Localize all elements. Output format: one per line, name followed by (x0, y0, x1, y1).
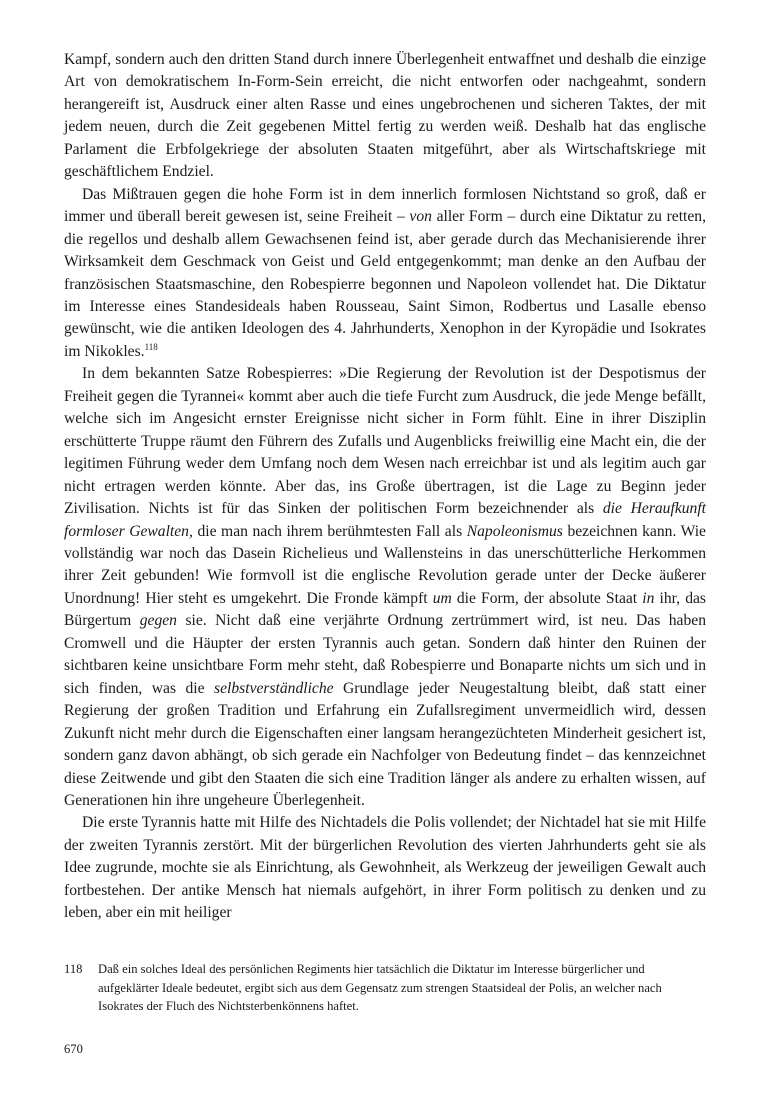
text-run: sie. Nicht daß eine verjährte Ordnung zertrümmert wird, ist neu. Das haben Cromwell und die Häupter der ersten Tyrannis auch getan. Sondern daß hinter den Ruinen der sichtbaren keine unsichtbare Form mehr steht, daß Robespierre und Bonaparte nichts um sich und in sich finden, was die (64, 612, 706, 697)
emphasis: von (409, 208, 432, 226)
emphasis: die Heraufkunft formloser Gewalten, (64, 500, 706, 540)
emphasis: um (432, 589, 452, 607)
footnote-number: 118 (64, 962, 83, 976)
body-text (64, 49, 706, 925)
footnote-reference: 118 (144, 341, 158, 352)
paragraph (64, 363, 706, 812)
emphasis: in (642, 589, 655, 607)
emphasis: gegen (139, 612, 177, 630)
text-run: Das Mißtrauen gegen die hohe Form ist in dem innerlich formlosen Nichtstand so groß, daß er immer und überall bereit gewesen ist, seine Freiheit – (64, 185, 706, 226)
text-run: die Form, der absolute Staat (451, 589, 643, 607)
footnote-118 (64, 960, 706, 1016)
paragraph (64, 49, 706, 184)
paragraph (64, 184, 706, 364)
text-run: In dem bekannten Satze Robespierres: »Die Regierung der Revolution ist der Despotismus der Freiheit gegen die Tyrannei« kommt aber auch die tiefe Furcht zum Ausdruck, die jede Menge befällt, welche sich im Angesicht ernster Ereignisse nicht sicher in Form fühlt. Eine in ihrer Disziplin erschütterte Truppe räumt den Führern des Zufalls und Augenblicks freiwillig eine Macht ein, die der legitimen Führung weder dem Umfang noch dem Wesen nach erreichbar ist und als legitim auch gar nicht ertragen werden könnte. Aber das, ins Große übertragen, ist die Lage zu Beginn jeder Zivilisation. Nichts ist für das Sinken der politischen Form bezeichnender als (64, 365, 706, 518)
emphasis: selbstverständliche (214, 679, 334, 697)
text-run: aller Form – durch eine Diktatur zu retten, die regellos und deshalb allem Gewachsenen feind ist, aber gerade durch das Mechanisierende ihrer Wirksamkeit dem Geschmack von Geist und Geld entgegenkommt; man denke an den Aufbau der französischen Staatsmaschine, den Robespierre begonnen und Napoleon vollendet hat. Die Diktatur im Interesse eines Standesideals haben Rousseau, Saint Simon, Rodbertus und Lasalle ebenso gewünscht, wie die antiken Ideologen des 4. Jahrhunderts, Xenophon in der Kyropädie und Isokrates im Nikokles. (64, 208, 706, 360)
text-run: Kampf, sondern auch den dritten Stand durch innere Überlegenheit entwaffnet und deshalb die einzige Art von demokratischem In-Form-Sein erreicht, die nicht entworfen oder nachgeahmt, sondern herangereift ist, Ausdruck einer alten Rasse und eines ungebrochenen und sicheren Taktes, der mit jedem neuen, durch die Zeit gegebenen Mittel fertig zu werden weiß. Deshalb hat das englische Parlament die Erbfolgekriege der absoluten Staaten mitgeführt, aber als Wirtschaftskriege mit geschäftlichem Endziel. (64, 51, 706, 181)
page-number: 670 (64, 1042, 83, 1056)
text-run: Die erste Tyrannis hatte mit Hilfe des Nichtadels die Polis vollendet; der Nichtadel hat sie mit Hilfe der zweiten Tyrannis zerstört. Mit der bürgerlichen Revolution des vierten Jahrhunderts geht sie als Idee zugrunde, mochte sie als Einrichtung, als Gewohnheit, als Werkzeug der jeweiligen Gewalt auch fortbestehen. Der antike Mensch hat niemals aufgehört, in ihrer Form politisch zu denken und zu leben, aber ein mit heiliger (64, 814, 706, 922)
text-run: bezeichnen kann. Wie vollständig war noch das Dasein Richelieus und Wallensteins in das unerschütterliche Herkommen ihrer Zeit gebunden! Wie formvoll ist die englische Revolution gerade unter der Decke äußerer Unordnung! Hier steht es umgekehrt. Die Fronde kämpft (64, 522, 706, 607)
emphasis: Napoleonismus (466, 522, 563, 540)
text-run: ihr, das Bürgertum (64, 589, 706, 630)
text-run: Grundlage jeder Neugestaltung bleibt, daß statt einer Regierung der großen Tradition und Erfahrung ein Zufallsregiment unvermeidlich wird, dessen Zukunft nicht mehr durch die Eigenschaften einer langsam herangezüchteten Minderheit gesichert ist, sondern ganz davon abhängt, ob sich gerade ein Nachfolger von Bedeutung findet – das kennzeichnet diese Zeitwende und gibt den Staaten die sich eine Tradition länger als andere zu erhalten wissen, auf Generationen hin ihre ungeheure Überlegenheit. (64, 679, 706, 809)
text-run: die man nach ihrem berühmtesten Fall als (192, 522, 467, 540)
footnote-text: Daß ein solches Ideal des persönlichen Regiments hier tatsächlich die Diktatur im Interesse bürgerlicher und aufgeklärter Ideale bedeutet, ergibt sich aus dem Gegensatz zum strengen Staatsideal der Polis, an welcher nach Isokrates der Fluch des Nichtsterbenkönnens haftet. (98, 962, 662, 1014)
paragraph (64, 812, 706, 924)
